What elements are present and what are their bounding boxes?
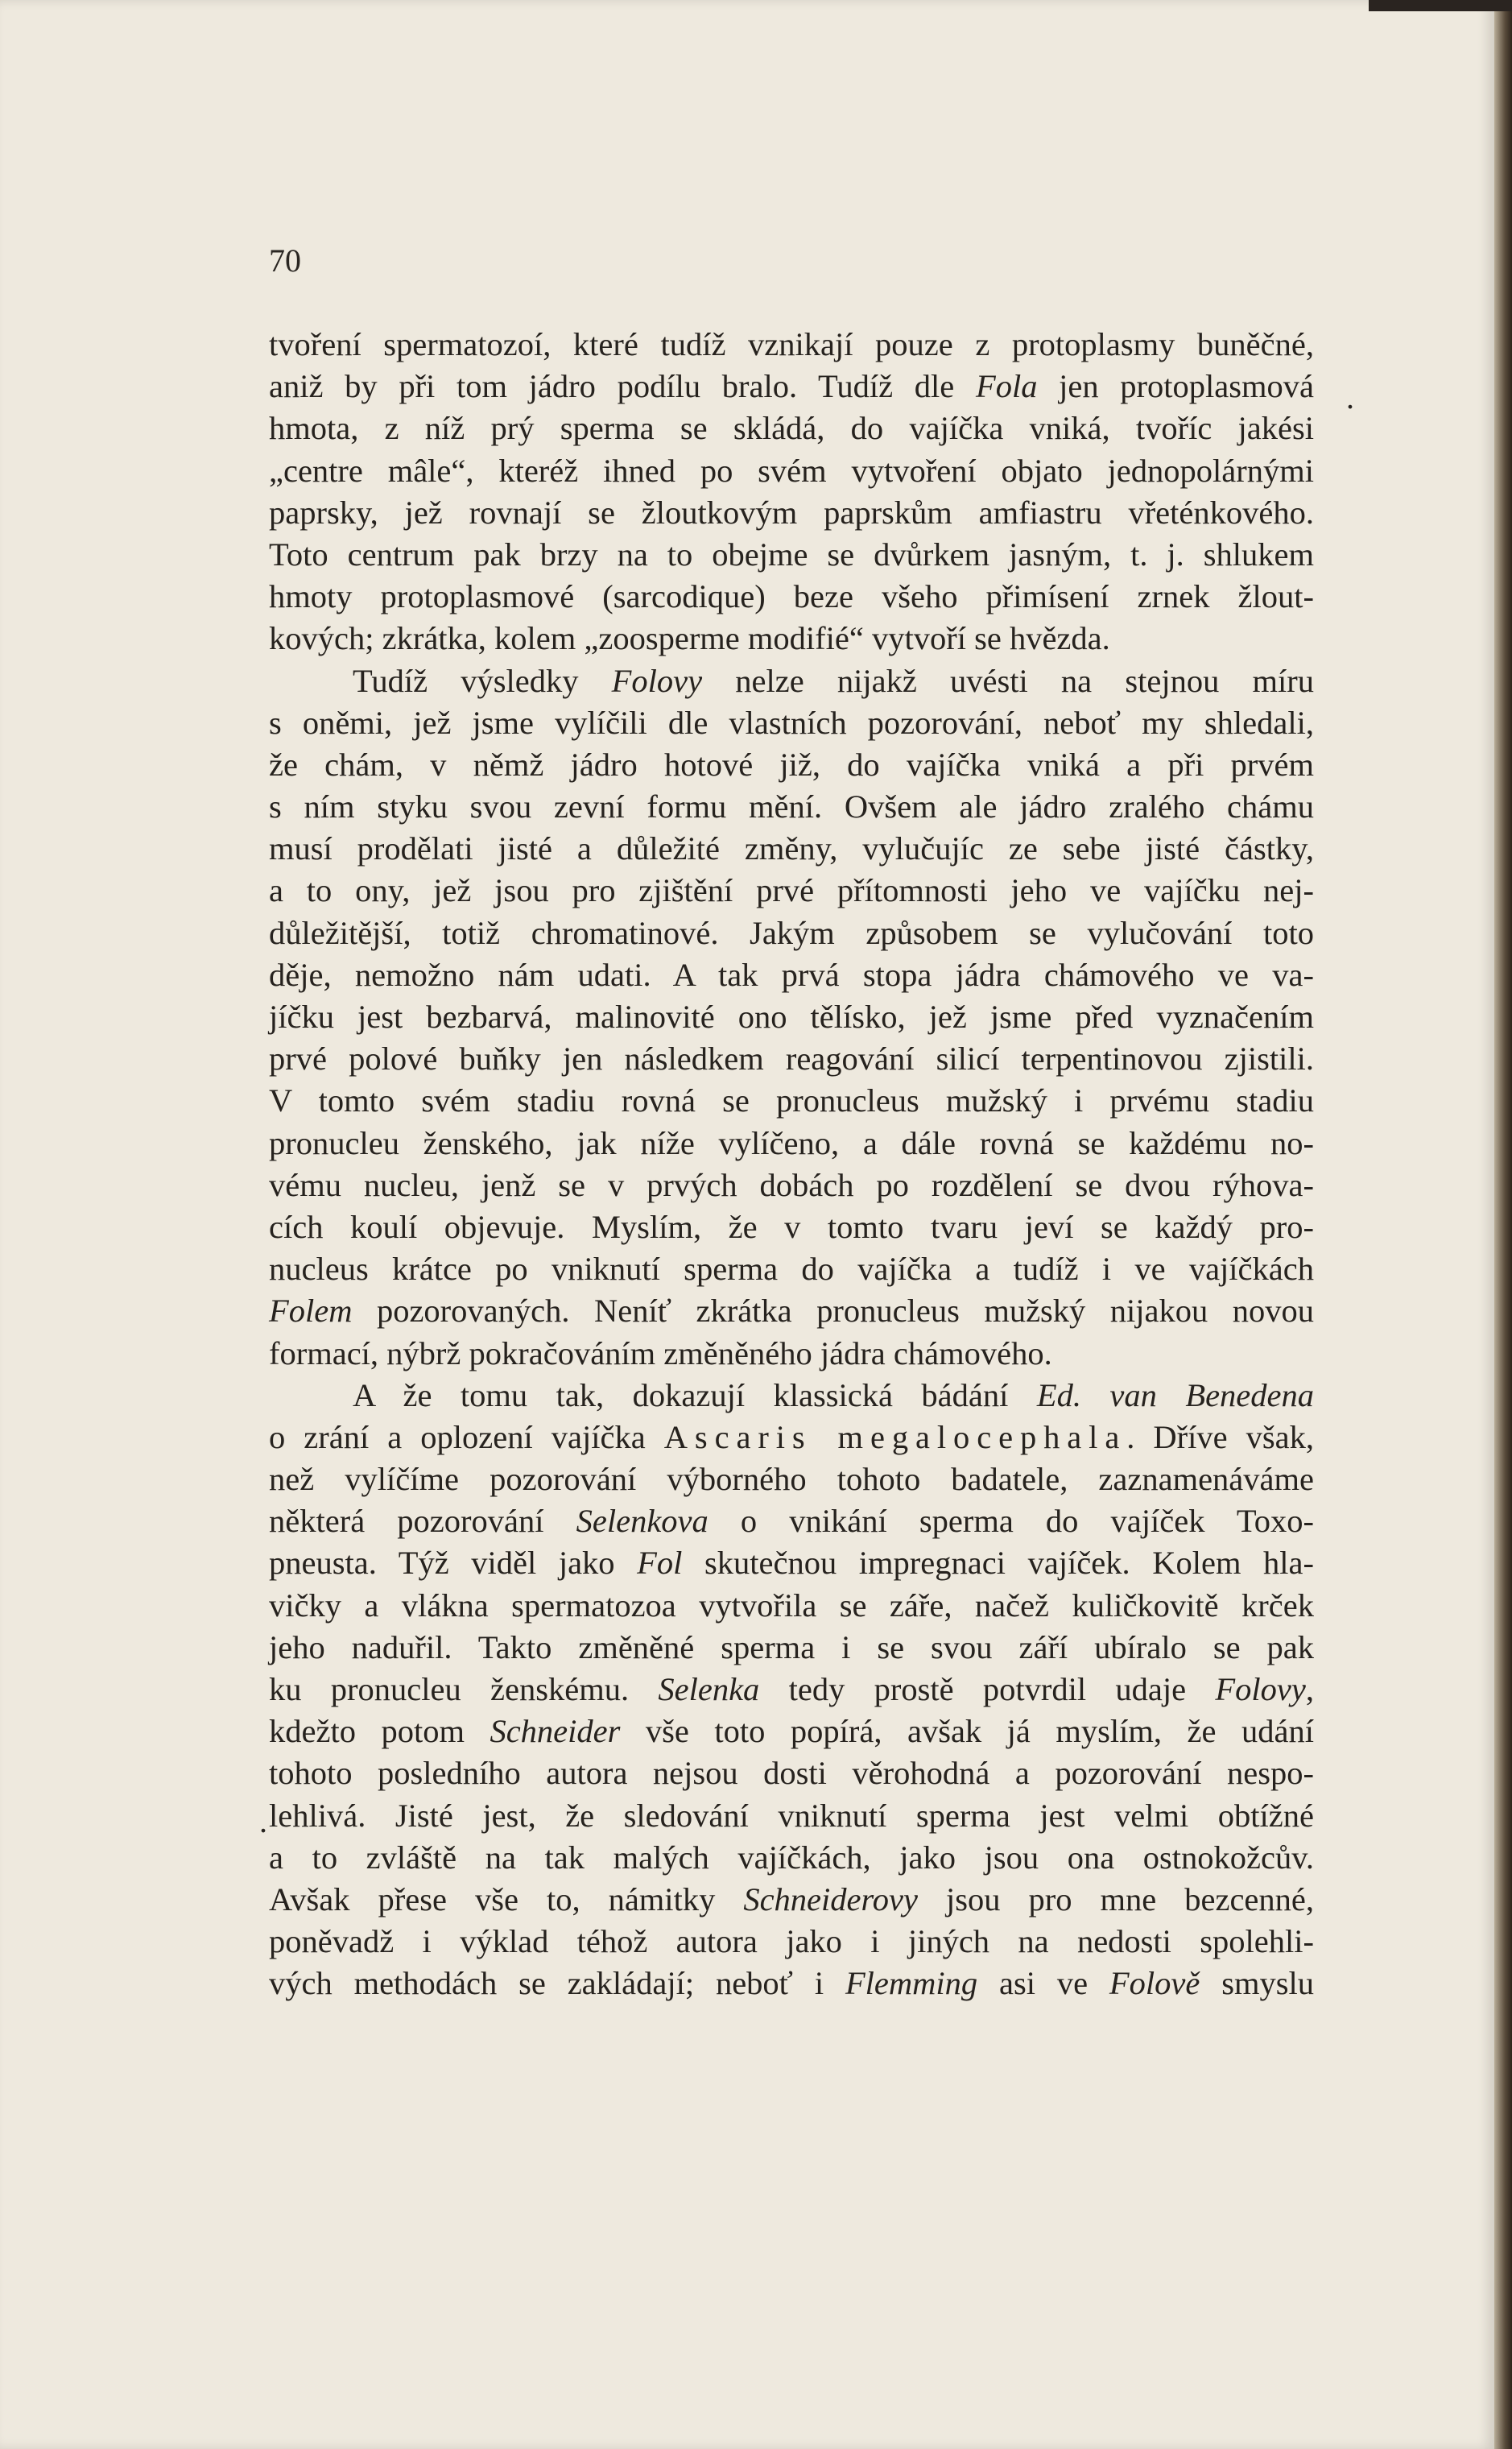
text-line bbox=[269, 1627, 1314, 1669]
text-run: smyslu bbox=[1200, 1965, 1314, 2002]
text-run: nelze nijakž uvésti na stejnou míru bbox=[702, 662, 1314, 699]
binding-stripe bbox=[1369, 0, 1512, 11]
text-line bbox=[269, 1795, 1314, 1837]
text-line bbox=[269, 1921, 1314, 1963]
text-run: že chám, v němž jádro hotové již, do vajíčka vniká a při prvém bbox=[269, 746, 1314, 783]
text-run: hmota, z níž prý sperma se skládá, do vajíčka vniká, tvoříc jakési bbox=[269, 410, 1314, 447]
stray-dot-mark: . bbox=[1346, 379, 1354, 416]
text-run: než vylíčíme pozorování výborného tohoto badatele, zaznamenáváme bbox=[269, 1461, 1314, 1498]
text-line bbox=[269, 576, 1314, 618]
stray-dot-mark: . bbox=[259, 1803, 267, 1839]
text-line bbox=[269, 1080, 1314, 1122]
italic-name: Selenkova bbox=[576, 1503, 708, 1540]
text-run: . Dříve však, bbox=[1126, 1418, 1315, 1455]
text-line bbox=[269, 1290, 1314, 1332]
text-run: lehlivá. Jisté jest, že sledování vniknutí sperma jest velmi obtížné bbox=[269, 1797, 1314, 1834]
text-run: vše toto popírá, avšak já myslím, že udání bbox=[620, 1713, 1314, 1750]
text-line bbox=[269, 366, 1314, 407]
text-line bbox=[269, 702, 1314, 744]
text-line bbox=[269, 618, 1314, 660]
spaced-species-name: Ascaris megalocephala bbox=[663, 1418, 1127, 1455]
text-line bbox=[269, 492, 1314, 534]
text-line bbox=[269, 786, 1314, 828]
italic-name: Ed. van Benedena bbox=[1036, 1376, 1314, 1413]
text-run: V tomto svém stadiu rovná se pronucleus mužský i prvému stadiu bbox=[269, 1082, 1314, 1119]
text-line bbox=[269, 996, 1314, 1038]
text-line bbox=[269, 1206, 1314, 1248]
text-run: jsou pro mne bezcenné, bbox=[917, 1880, 1314, 1917]
text-run: tvoření spermatozoí, které tudíž vznikají pouze z protoplasmy buněčné, bbox=[269, 326, 1314, 362]
text-run: s oněmi, jež jsme vylíčili dle vlastních pozorování, neboť my shledali, bbox=[269, 704, 1314, 741]
text-run: jíčku jest bezbarvá, malinovité ono tělísko, jež jsme před vyznačením bbox=[269, 999, 1314, 1035]
body-text bbox=[269, 324, 1314, 2005]
text-line bbox=[269, 1248, 1314, 1290]
page-edge-shadow bbox=[1494, 0, 1512, 2449]
italic-name: Folovy bbox=[611, 662, 703, 699]
text-line bbox=[269, 1837, 1314, 1879]
text-line bbox=[269, 1752, 1314, 1794]
text-run: asi ve bbox=[977, 1965, 1109, 2002]
text-run: hmoty protoplasmové (sarcodique) beze všeho přimísení zrnek žlout- bbox=[269, 578, 1314, 615]
text-run: s ním styku svou zevní formu mění. Ovšem ale jádro zralého chámu bbox=[269, 788, 1314, 825]
text-run: prvé polové buňky jen následkem reagování silicí terpentinovou zjistili. bbox=[269, 1040, 1314, 1078]
text-line bbox=[269, 324, 1314, 366]
italic-name: Folem bbox=[269, 1293, 353, 1330]
text-run: pneusta. Týž viděl jako bbox=[269, 1545, 638, 1582]
text-line bbox=[269, 1711, 1314, 1752]
text-line bbox=[269, 1585, 1314, 1627]
text-run: poněvadž i výklad téhož autora jako i jiných na nedosti spolehli- bbox=[269, 1923, 1314, 1960]
text-run: jen protoplasmová bbox=[1037, 368, 1315, 405]
text-run: A že tomu tak, dokazují klassická bádání bbox=[353, 1376, 1037, 1413]
text-run: Avšak přese vše to, námitky bbox=[269, 1880, 744, 1917]
text-line bbox=[269, 1500, 1314, 1542]
italic-name: Selenka bbox=[658, 1671, 760, 1707]
text-line bbox=[269, 1669, 1314, 1711]
text-run: o zrání a oplození vajíčka bbox=[269, 1418, 664, 1455]
text-run: vému nucleu, jenž se v prvých dobách po rozdělení se dvou rýhova- bbox=[269, 1166, 1314, 1203]
text-line bbox=[269, 407, 1314, 449]
italic-name: Schneider bbox=[490, 1713, 621, 1750]
text-run: musí prodělati jisté a důležité změny, vylučujíc ze sebe jisté částky, bbox=[269, 830, 1314, 867]
text-run: jeho naduřil. Takto změněné sperma i se svou září ubíralo se pak bbox=[269, 1628, 1314, 1665]
text-run: děje, nemožno nám udati. A tak prvá stopa jádra chámového ve va- bbox=[269, 956, 1314, 993]
text-line bbox=[269, 450, 1314, 492]
text-run: vých methodách se zakládají; neboť i bbox=[269, 1965, 845, 2002]
text-line bbox=[269, 870, 1314, 912]
text-line bbox=[269, 1375, 1314, 1417]
text-line bbox=[269, 744, 1314, 786]
page-number: 70 bbox=[269, 242, 301, 279]
text-run: formací, nýbrž pokračováním změněného jádra chámového. bbox=[269, 1334, 1052, 1371]
text-run: pronucleu ženského, jak níže vylíčeno, a dále rovná se každému no- bbox=[269, 1124, 1314, 1161]
text-line bbox=[269, 1963, 1314, 2004]
text-line bbox=[269, 1123, 1314, 1165]
text-run: některá pozorování bbox=[269, 1503, 576, 1540]
italic-name: Schneiderovy bbox=[743, 1880, 918, 1917]
text-line bbox=[269, 1458, 1314, 1500]
text-run: Toto centrum pak brzy na to obejme se dvůrkem jasným, t. j. shlukem bbox=[269, 536, 1314, 573]
text-line bbox=[269, 1165, 1314, 1206]
text-line bbox=[269, 954, 1314, 996]
text-run: nucleus krátce po vniknutí sperma do vajíčka a tudíž i ve vajíčkách bbox=[269, 1251, 1314, 1288]
text-run: aniž by při tom jádro podílu bralo. Tudíž dle bbox=[269, 368, 976, 405]
italic-name: Fol bbox=[637, 1545, 683, 1582]
text-run: tohoto posledního autora nejsou dosti věrohodná a pozorování nespo- bbox=[269, 1755, 1314, 1792]
text-run: tedy prostě potvrdil udaje bbox=[759, 1671, 1216, 1707]
italic-name: Fola bbox=[975, 368, 1038, 405]
text-run: vičky a vlákna spermatozoa vytvořila se záře, načež kuličkovitě krček bbox=[269, 1586, 1314, 1624]
text-line bbox=[269, 1542, 1314, 1584]
text-line bbox=[269, 828, 1314, 870]
text-line bbox=[269, 1417, 1314, 1458]
text-line bbox=[269, 534, 1314, 576]
text-run: důležitější, totiž chromatinové. Jakým způsobem se vylučování toto bbox=[269, 914, 1314, 951]
text-run: o vnikání sperma do vajíček Toxo- bbox=[708, 1503, 1315, 1540]
italic-name: Flemming bbox=[845, 1965, 978, 2002]
text-line bbox=[269, 1038, 1314, 1080]
text-run: skutečnou impregnaci vajíček. Kolem hla- bbox=[682, 1545, 1315, 1582]
text-run: paprsky, jež rovnají se žloutkovým paprskům amfiastru vřeténkového. bbox=[269, 494, 1314, 531]
text-run: a to zvláště na tak malých vajíčkách, jako jsou ona ostnokožcův. bbox=[269, 1839, 1314, 1876]
text-run: pozorovaných. Neníť zkrátka pronucleus mužský nijakou novou bbox=[352, 1293, 1314, 1330]
text-run: kových; zkrátka, kolem „zoosperme modifié“ vytvoří se hvězda. bbox=[269, 620, 1110, 657]
text-line bbox=[269, 912, 1314, 954]
italic-name: Folově bbox=[1109, 1965, 1200, 2002]
text-run: kdežto potom bbox=[269, 1713, 490, 1750]
text-run: ku pronucleu ženskému. bbox=[269, 1671, 659, 1707]
text-run: a to ony, jež jsou pro zjištění prvé přítomnosti jeho ve vajíčku nej- bbox=[269, 872, 1314, 909]
text-line bbox=[269, 660, 1314, 702]
text-run: Tudíž výsledky bbox=[353, 662, 612, 699]
italic-name: Folovy bbox=[1215, 1671, 1306, 1707]
text-line bbox=[269, 1879, 1314, 1921]
text-run: cích koulí objevuje. Myslím, že v tomto tvaru jeví se každý pro- bbox=[269, 1208, 1314, 1245]
text-run: , bbox=[1305, 1671, 1314, 1707]
text-line bbox=[269, 1333, 1314, 1375]
text-run: „centre mâle“, kteréž ihned po svém vytvoření objato jednopolárnými bbox=[269, 452, 1314, 489]
